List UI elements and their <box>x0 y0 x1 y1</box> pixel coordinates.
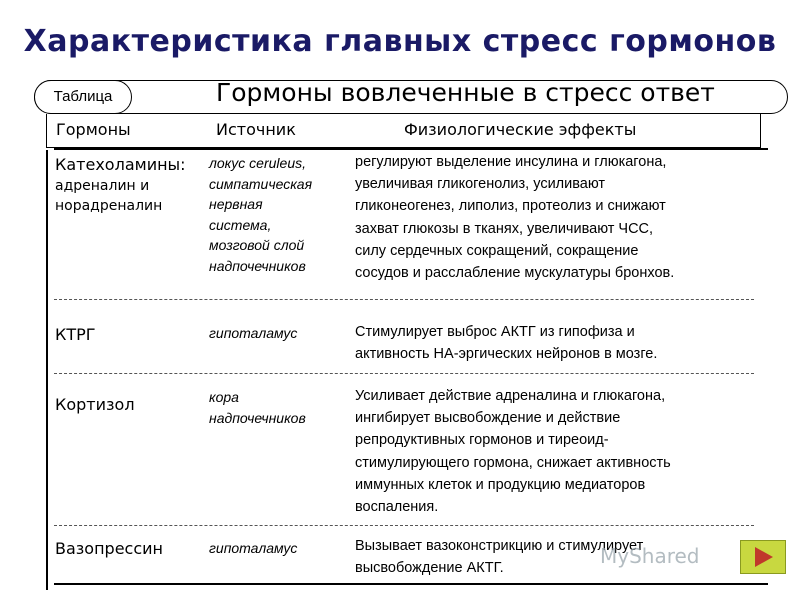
hormone-name: Катехоламины: <box>55 155 186 174</box>
header-effects: Физиологические эффекты <box>404 120 637 139</box>
effect-cell <box>355 321 657 365</box>
effect-line: репродуктивных гормонов и тиреоид- <box>355 432 609 449</box>
effect-line: Усиливает действие адреналина и глюкагона, <box>355 388 666 404</box>
row-divider <box>54 373 754 374</box>
next-slide-button[interactable] <box>740 540 786 574</box>
hormone-name: Вазопрессин <box>55 539 163 558</box>
table-bottom-rule <box>54 583 768 585</box>
effect-line: захват глюкозы в тканях, увеличивают ЧСС, <box>355 220 654 237</box>
source-line: надпочечников <box>209 409 306 426</box>
effect-line: высвобождение АКТГ. <box>355 560 504 577</box>
next-arrow-icon <box>741 541 785 573</box>
source-line: система, <box>209 216 272 233</box>
source-line: гипоталамус <box>209 325 298 341</box>
table-row <box>55 394 135 416</box>
effect-cell <box>355 151 674 284</box>
watermark <box>600 544 700 568</box>
effect-line: активность НА-эргических нейронов в мозге. <box>355 346 658 363</box>
table-row <box>55 154 186 216</box>
header-source: Источник <box>216 120 296 139</box>
source-cell <box>209 153 312 276</box>
effect-line: ингибирует высвобождение и действие <box>355 410 621 427</box>
effect-line: воспаления. <box>355 499 439 516</box>
effect-line: регулируют выделение инсулина и глюкагона, <box>355 154 667 170</box>
slide-title: Характеристика главных стресс гормонов <box>23 24 777 59</box>
row-divider <box>54 299 754 300</box>
table-row <box>55 538 163 560</box>
source-line: локус ceruleus, <box>209 155 306 171</box>
source-cell <box>209 387 306 428</box>
effect-line: Вызывает вазоконстрикцию и стимулирует <box>355 538 644 554</box>
source-line: кора <box>209 389 239 405</box>
source-line: симпатическая <box>209 175 313 192</box>
source-cell <box>209 323 297 344</box>
hormone-subname: адреналин и <box>55 178 150 195</box>
table-tag: Таблица <box>34 80 132 114</box>
hormone-name: КТРГ <box>55 325 96 344</box>
effect-line: иммунных клеток и продукцию медиаторов <box>355 476 646 493</box>
effect-line: силу сердечных сокращений, сокращение <box>355 242 639 259</box>
table-left-border <box>46 150 48 590</box>
source-line: мозговой слой <box>209 237 305 253</box>
header-rule <box>54 148 768 150</box>
header-hormones: Гормоны <box>56 120 131 139</box>
effect-line: сосудов и расслабление мускулатуры бронхов. <box>355 265 675 282</box>
watermark-text: MyShared <box>600 544 700 568</box>
hormone-subname: норадреналин <box>55 198 163 215</box>
effect-cell <box>355 385 671 518</box>
hormone-name: Кортизол <box>55 395 135 414</box>
table-row <box>55 324 96 346</box>
table-subtitle: Гормоны вовлеченные в стресс ответ <box>216 78 715 107</box>
effect-line: увеличивая гликогенолиз, усиливают <box>355 176 606 193</box>
source-line: нервная <box>209 196 263 212</box>
effect-line: стимулирующего гормона, снижает активность <box>355 454 671 471</box>
source-cell <box>209 538 297 559</box>
row-divider <box>54 525 754 526</box>
source-line: гипоталамус <box>209 540 298 556</box>
source-line: надпочечников <box>209 257 306 274</box>
effect-line: гликонеогенез, липолиз, протеолиз и снижают <box>355 198 666 215</box>
effect-line: Стимулирует выброс АКТГ из гипофиза и <box>355 324 635 340</box>
